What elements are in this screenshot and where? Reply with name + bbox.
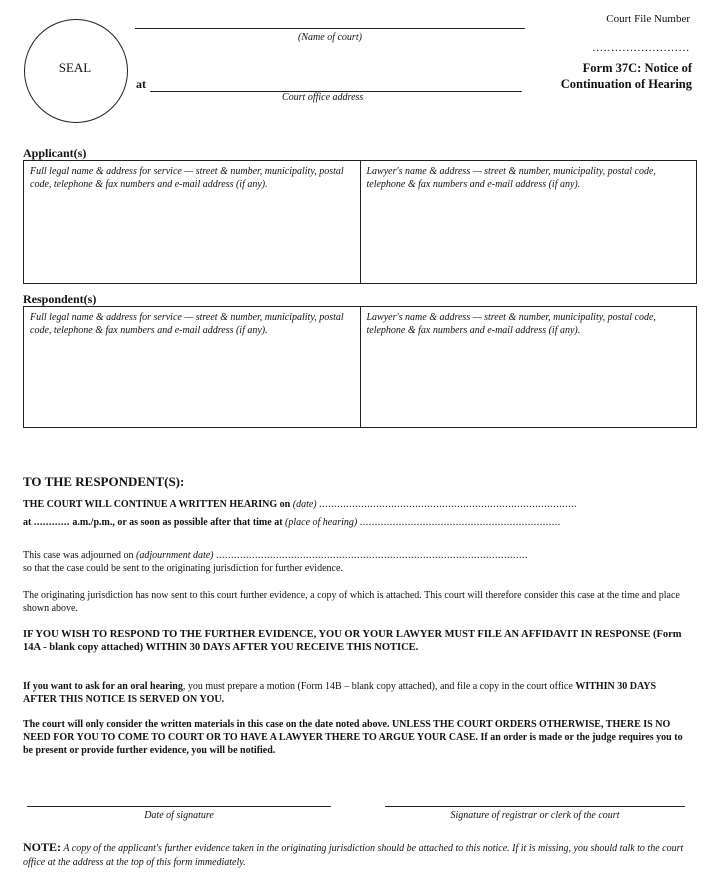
written-materials-paragraph: The court will only consider the written materials in this case on the date noted above. UNLESS THE COURT ORDERS OTHERWISE, THERE IS NO NEED FOR YOU TO COME TO COURT OR TO HAVE A LAWYER THERE TO ARGUE YOUR CASE. If an order is made or the judge requires you to be present or provide further evidence, you will be notified. xyxy=(23,719,683,756)
to-respondents-heading: TO THE RESPONDENT(S): xyxy=(23,474,185,489)
oral-hearing-text: , you must prepare a motion (Form 14B – blank copy attached), and file a copy in the court office xyxy=(182,681,576,692)
note-paragraph xyxy=(23,840,691,870)
applicant-name-field[interactable]: Full legal name & address for service — street & number, municipality, postal code, telephone & fax numbers and e-mail address (if any). xyxy=(30,166,344,190)
adjournment-date-field[interactable]: ........................................................................................................ xyxy=(216,550,529,561)
at-label-2: at xyxy=(23,517,32,528)
oral-hearing-paragraph xyxy=(23,680,691,706)
hearing-date-line xyxy=(23,498,691,511)
name-of-court-caption: (Name of court) xyxy=(298,32,362,43)
name-of-court-line[interactable] xyxy=(135,28,525,29)
hearing-date-field[interactable]: ...................................................................................... xyxy=(319,499,578,510)
date-of-signature-line[interactable] xyxy=(27,806,331,807)
hearing-date-text: THE COURT WILL CONTINUE A WRITTEN HEARING on xyxy=(23,499,291,510)
respondent-name-field[interactable]: Full legal name & address for service — street & number, municipality, postal code, telephone & fax numbers and e-mail address (if any). xyxy=(30,312,344,336)
registrar-signature-line[interactable] xyxy=(385,806,685,807)
court-office-address-caption: Court office address xyxy=(282,92,364,103)
jurisdiction-paragraph: The originating jurisdiction has now sent to this court further evidence, a copy of which is attached. This court will therefore consider this case at the time and place shown above. xyxy=(23,590,680,614)
oral-hearing-lead: If you want to ask for an oral hearing xyxy=(23,681,183,692)
respondents-table xyxy=(23,306,697,428)
seal-label: SEAL xyxy=(58,60,92,75)
note-label: NOTE: xyxy=(23,840,62,854)
hearing-time-text: a.m./p.m., or as soon as possible after that time at xyxy=(72,517,283,528)
note-text: A copy of the applicant's further evidence taken in the originating jurisdiction should be attached to this notice. If it is missing, you should talk to the court office at the address at the top of this form immediately. xyxy=(23,843,684,868)
adjourned-text: This case was adjourned on xyxy=(23,550,134,561)
place-hint: (place of hearing) xyxy=(285,517,358,528)
oral-hearing-deadline: WITHIN 30 DAYS AFTER THIS NOTICE IS SERVED ON YOU. xyxy=(23,681,657,705)
court-file-number-field[interactable]: .......................... xyxy=(592,42,690,54)
respondent-lawyer-field[interactable]: Lawyer's name & address — street & number, municipality, postal code, telephone & fax numbers and e-mail address (if any). xyxy=(360,307,697,427)
hearing-time-field[interactable]: ............ xyxy=(33,517,70,528)
applicants-table xyxy=(23,160,697,284)
applicant-lawyer-field[interactable]: Lawyer's name & address — street & number, municipality, postal code, telephone & fax numbers and e-mail address (if any). xyxy=(360,161,697,283)
hearing-time-line xyxy=(23,516,691,529)
date-hint: (date) xyxy=(292,499,317,510)
registrar-signature-caption: Signature of registrar or clerk of the court xyxy=(450,810,620,821)
at-label: at xyxy=(136,77,146,91)
adjournment-date-hint: (adjournment date) xyxy=(136,550,214,561)
form-title: Form 37C: Notice of Continuation of Hearing xyxy=(560,61,692,91)
court-file-number-label: Court File Number xyxy=(606,13,690,25)
adjourned-line xyxy=(23,549,691,562)
applicants-label: Applicant(s) xyxy=(23,146,87,160)
adjourned-line-2: so that the case could be sent to the originating jurisdiction for further evidence. xyxy=(23,563,343,574)
respondents-label: Respondent(s) xyxy=(23,292,97,306)
respond-paragraph: IF YOU WISH TO RESPOND TO THE FURTHER EVIDENCE, YOU OR YOUR LAWYER MUST FILE AN AFFIDAVIT IN RESPONSE (Form 14A - blank copy attached) WITHIN 30 DAYS AFTER YOU RECEIVE THIS NOTICE. xyxy=(23,629,682,653)
date-of-signature-caption: Date of signature xyxy=(144,810,214,821)
hearing-place-field[interactable]: ................................................................... xyxy=(359,517,561,528)
